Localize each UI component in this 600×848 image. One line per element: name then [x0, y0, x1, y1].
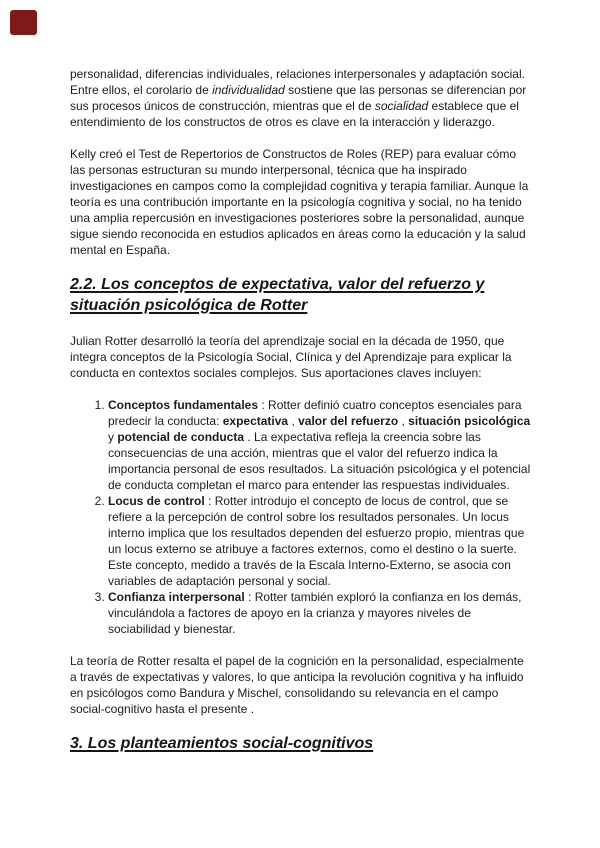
text-run: ,: [288, 414, 299, 428]
list-item: [108, 397, 532, 493]
paragraph: [70, 66, 532, 130]
bold-term: expectativa: [222, 414, 289, 428]
paragraph: [70, 333, 532, 381]
paragraph: [70, 146, 532, 258]
text-run: : Rotter introdujo el concepto de locus de control, que se refiere a la percepción de control sobre los resultados personales. Un locus interno implica que los resultados dependen del esfuerzo propio, mientras que un locus externo se atribuye a factores externos, como el destino o la suerte. Este concepto, medido a través de la Escala Interno-Externo, se asocia con variables de adaptación personal y social.: [108, 494, 525, 588]
italic-term: individualidad: [212, 83, 285, 97]
text-run: Julian Rotter desarrolló la teoría del aprendizaje social en la década de 1950, que integra conceptos de la Psicología Social, Clínica y del Aprendizaje para explicar la conducta en contextos sociales complejos. Sus aportaciones claves incluyen:: [70, 334, 512, 380]
text-run: y: [108, 430, 118, 444]
paragraph: [70, 653, 532, 717]
italic-term: socialidad: [374, 99, 429, 113]
red-corner-logo-mark: [10, 10, 37, 35]
text-run: personalidad, diferencias individuales, relaciones interpersonales y adaptación social. Entre ellos, el corolario de: [70, 67, 525, 97]
text-run: establece que el entendimiento de los constructos de otros es clave en la interacción y liderazgo.: [70, 99, 519, 129]
text-run: : Rotter también exploró la confianza en los demás, vinculándola a factores de apoyo en la crianza y mayores niveles de sociabilidad y bienestar.: [108, 590, 522, 636]
bold-term: situación psicológica: [408, 414, 531, 428]
text-run: ,: [398, 414, 409, 428]
text-run: La teoría de Rotter resalta el papel de la cognición en la personalidad, especialmente a través de expectativas y valores, lo que anticipa la revolución cognitiva y ha influido en psicólogos como Bandura y Mischel, consolidando su relevancia en el campo social-cognitivo hasta el presente .: [70, 654, 524, 716]
text-run: : Rotter definió cuatro conceptos esenciales para predecir la conducta:: [108, 398, 522, 428]
text-run: sostiene que las personas se diferencian por sus procesos únicos de construcción, mientras que el de: [70, 83, 527, 113]
section-heading: [70, 275, 532, 316]
bold-term: Locus de control: [108, 494, 205, 508]
ordered-list: [70, 397, 532, 637]
bold-term: valor del refuerzo: [298, 414, 399, 428]
list-item: [108, 589, 532, 637]
text-run: Kelly creó el Test de Repertorios de Constructos de Roles (REP) para evaluar cómo las personas estructuran su mundo interpersonal, técnica que ha inspirado investigaciones en campos como la complejidad cognitiva y terapia familiar. Aunque la teoría es una contribución importante en la psicología cognitiva y social, no ha tenido una amplia repercusión en investigaciones posteriores sobre la personalidad, aunque sigue siendo reconocida en estudios aplicados en áreas como la educación y la salud mental en España.: [70, 147, 529, 257]
bold-term: Confianza interpersonal: [108, 590, 245, 604]
bold-term: potencial de conducta: [117, 430, 245, 444]
text-run: 3. Los planteamientos social-cognitivos: [70, 735, 374, 752]
section-heading: [70, 734, 532, 755]
list-item: [108, 493, 532, 589]
text-run: 2.2. Los conceptos de expectativa, valor del refuerzo y situación psicológica de Rotter: [70, 276, 485, 314]
bold-term: Conceptos fundamentales: [108, 398, 259, 412]
document-content: [70, 66, 532, 772]
text-run: . La expectativa refleja la creencia sobre las consecuencias de una acción, mientras que el valor del refuerzo indica la importancia personal de esos resultados. La situación psicológica y el potencial de conducta completan el marco para entender las respuestas individuales.: [108, 430, 531, 492]
